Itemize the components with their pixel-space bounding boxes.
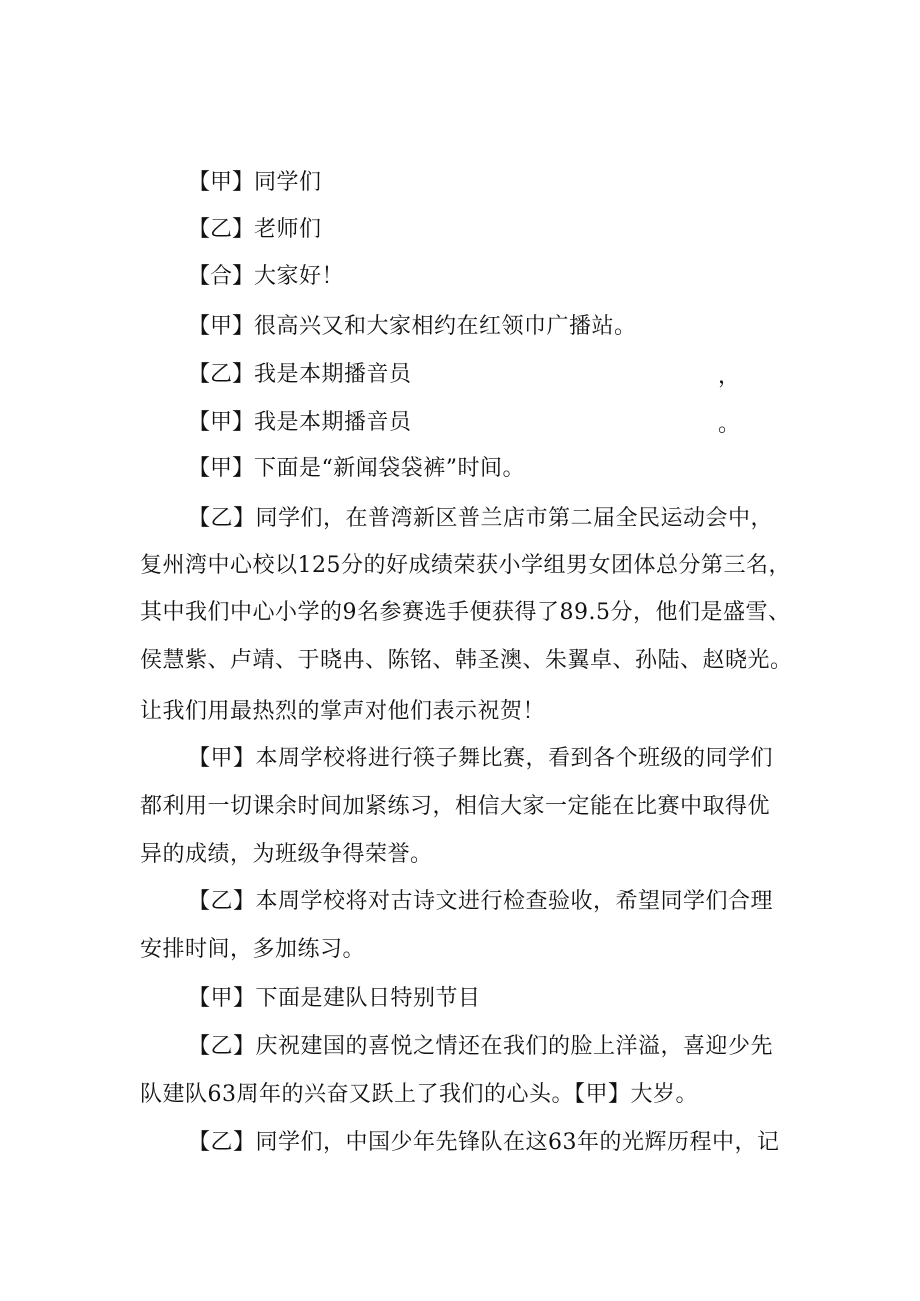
speaker-tag: 【乙】 [188, 362, 255, 387]
dialogue-line-3 [188, 262, 838, 292]
line-text: 很高兴又和大家相约在红领巾广播站。 [254, 314, 637, 339]
dialogue-line-2 [188, 215, 838, 245]
paragraph-2-line-2: 都利用一切课余时间加紧练习，相信大家一定能在比赛中取得优 [140, 794, 771, 819]
paragraph-1-line-2: 复州湾中心校以125分的好成绩荣获小学组男女团体总分第三名， [140, 553, 791, 578]
speaker-tag: 【甲】 [188, 410, 255, 435]
paragraph-1-line-4: 侯慧紫、卢靖、于晓冉、陈铭、韩圣澳、朱翼卓、孙陆、赵晓光。 [140, 648, 793, 673]
paragraph-2-line-3: 异的成绩，为班级争得荣誉。 [140, 842, 433, 867]
speaker-tag: 【合】 [188, 264, 255, 289]
paragraph-3-line-2: 安排时间，多加练习。 [140, 937, 366, 962]
blank-trailing-comma: ， [718, 364, 741, 389]
paragraph-3-line-1: 【乙】本周学校将对古诗文进行检查验收，希望同学们合理 [188, 889, 774, 914]
dialogue-line-5 [188, 360, 838, 390]
speaker-tag: 【乙】 [188, 217, 255, 242]
paragraph-1-line-1: 【乙】同学们，在普湾新区普兰店市第二届全民运动会中， [188, 506, 774, 531]
speaker-tag: 【甲】 [188, 314, 255, 339]
dialogue-line-4 [188, 312, 838, 342]
paragraph-1-line-3: 其中我们中心小学的9名参赛选手便获得了89.5分，他们是盛雪、 [140, 600, 791, 625]
line-text: 我是本期播音员 [254, 410, 412, 435]
line-text: 同学们 [254, 170, 322, 195]
blank-trailing-period: 。 [718, 412, 741, 437]
dialogue-line-7 [188, 454, 838, 484]
line-text: 大家好！ [254, 264, 345, 289]
paragraph-2-line-1: 【甲】本周学校将进行筷子舞比赛，看到各个班级的同学们 [188, 746, 774, 771]
dialogue-line-6 [188, 408, 838, 438]
line-text: 下面是“新闻袋袋裤”时间。 [254, 456, 526, 481]
dialogue-line-1 [188, 168, 838, 198]
line-text: 老师们 [254, 217, 322, 242]
paragraph-5-line-2: 队建队63周年的兴奋又跃上了我们的心头。【甲】大岁。 [140, 1082, 698, 1107]
line-text: 我是本期播音员 [254, 362, 412, 387]
paragraph-5-line-1: 【乙】庆祝建国的喜悦之情还在我们的脸上洋溢，喜迎少先 [188, 1034, 774, 1059]
speaker-tag: 【甲】 [188, 456, 255, 481]
speaker-tag: 【甲】 [188, 170, 255, 195]
paragraph-4-line-1: 【甲】下面是建队日特别节目 [188, 986, 481, 1011]
paragraph-1-line-5: 让我们用最热烈的掌声对他们表示祝贺！ [140, 699, 546, 724]
paragraph-6-line-1: 【乙】同学们，中国少年先锋队在这63年的光辉历程中，记 [188, 1130, 780, 1155]
